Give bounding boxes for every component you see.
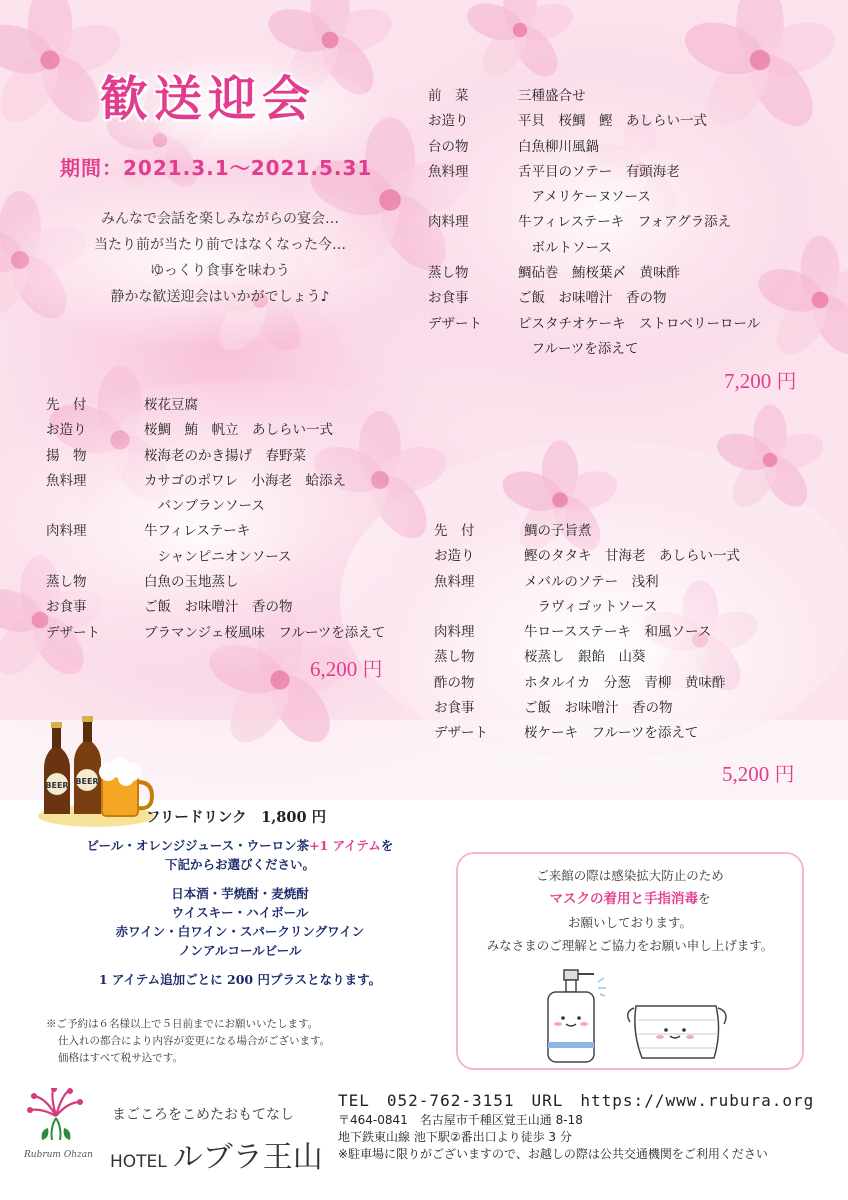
menu-category: お造り [428,113,469,130]
menu-category: お造り [46,422,87,439]
intro-text [40,206,400,310]
menu-row [428,84,760,109]
menu-category: デザート [434,725,488,742]
access-info: 地下鉄東山線 池下駅②番出口より徒歩 3 分 [338,1130,572,1144]
drink-particle: を [380,838,394,853]
drink-extra-charge: 1 アイテム追加ごとに 200 円プラスとなります。 [98,972,382,987]
course-menu-6200 [46,393,385,646]
menu-row [46,393,385,418]
menu-dish: 牛ロースステーキ 和風ソース [524,624,712,641]
menu-row [428,185,760,210]
menu-row [434,595,740,620]
address: 〒464-0841 名古屋市千種区覚王山通 8-18 [338,1113,583,1127]
menu-category: 蒸し物 [46,574,87,591]
menu-dish: シャンピニオンソース [144,548,292,565]
menu-category: 台の物 [428,138,469,155]
drink-base-line [40,836,440,855]
drink-option: 赤ワイン・白ワイン・スパークリングワイン [115,924,365,939]
menu-category: 先 付 [46,397,87,413]
course-menu-7200 [428,84,760,362]
notice-line [458,887,802,911]
menu-row [428,109,760,134]
menu-dish: フルーツを添えて [518,340,639,357]
notice-line: お願いしております。 [567,915,692,930]
menu-dish: ご飯 お味噌汁 香の物 [144,599,293,616]
menu-row [434,519,740,544]
menu-category [46,545,120,570]
menu-category [428,236,504,261]
reservation-notes [46,1016,330,1067]
beer-bottle-icon [74,716,101,814]
menu-category [428,185,504,210]
menu-category: 蒸し物 [434,649,475,666]
course-price-6200 [310,653,383,682]
beer-bottles-illustration [36,716,156,828]
menu-dish: 牛フィレステーキ [144,523,251,540]
notice-particle: を [697,891,711,906]
menu-row [434,721,740,746]
menu-category: 肉料理 [46,523,87,540]
menu-category: 先 付 [434,523,475,539]
menu-row [434,620,740,645]
free-drink-details [40,836,440,989]
beer-mug-icon [99,758,152,816]
menu-row [46,444,385,469]
menu-dish: 鯛の子旨煮 [524,523,592,539]
menu-dish: 桜海老のかき揚げ 春野菜 [144,447,306,464]
menu-row [434,570,740,595]
intro-line: 当たり前が当たり前ではなくなった今… [94,237,346,253]
drink-option: 日本酒・芋焼酎・麦焼酎 [171,886,309,901]
intro-line: ゆっくり食事を味わう [150,263,290,279]
menu-row [434,671,740,696]
drink-base-items: ビール・オレンジジュース・ウーロン茶 [86,838,310,853]
logo-text: Rubrum Ohzan [24,1150,93,1160]
menu-dish: アメリケーヌソース [518,189,651,206]
menu-row [428,286,760,311]
menu-row [428,210,760,235]
menu-category: 肉料理 [428,214,469,231]
notice-highlight: マスクの着用と手指消毒 [549,891,698,907]
intro-line: 静かな歓送迎会はいかがでしょう♪ [110,289,330,305]
menu-dish: メバルのソテー 浅利 [524,573,659,590]
menu-dish: ご飯 お味噌汁 香の物 [524,700,673,717]
course-menu-5200 [434,519,740,747]
menu-dish: 三種盛合せ [518,88,586,104]
menu-row [428,337,760,362]
menu-dish: 桜鯛 鮪 帆立 あしらい一式 [144,422,333,439]
menu-category: 魚料理 [434,573,475,590]
menu-row [46,621,385,646]
menu-row [428,236,760,261]
menu-dish: 牛フィレステーキ フォアグラ添え [518,214,732,231]
menu-row [434,696,740,721]
menu-category: お食事 [434,700,475,717]
note-line: 仕入れの都合により内容が変更になる場合がございます。 [58,1035,331,1047]
drink-option: ウイスキー・ハイボール [171,905,309,920]
menu-category [46,494,120,519]
sanitizer-bottle-icon [548,970,606,1062]
menu-category: 酢の物 [434,674,475,691]
note-line: ※ご予約は６名様以上で５日前までにお願いいたします。 [46,1018,319,1030]
menu-category: 魚料理 [428,163,469,180]
menu-category [428,337,504,362]
beer-bottle-icon [44,722,70,814]
menu-row [46,494,385,519]
yen-unit: 円 [362,659,383,681]
menu-row [434,544,740,569]
intro-line: みんなで会話を楽しみながらの宴会… [101,211,339,227]
notice-line: みなさまのご理解とご協力をお願い申し上げます。 [486,938,774,953]
menu-dish: 白魚柳川風鍋 [518,138,599,155]
menu-row [46,418,385,443]
contact-tel-url: TEL 052-762-3151 URL https://www.rubura.org [338,1091,815,1110]
menu-dish: ピスタチオケーキ ストロベリーロール [518,315,761,332]
menu-category: 魚料理 [46,472,87,489]
menu-dish: カサゴのポワレ 小海老 蛤添え [144,472,346,489]
menu-dish: ホタルイカ 分葱 青柳 黄味酢 [524,674,726,691]
menu-dish: 舌平目のソテー 有頭海老 [518,163,680,180]
note-line: 価格はすべて税サ込です。 [58,1052,183,1064]
menu-dish: ご飯 お味噌汁 香の物 [518,290,667,307]
drink-plus-item: +1 アイテム [309,838,381,853]
menu-dish: ブラマンジェ桜風味 フルーツを添えて [144,624,386,641]
menu-category: お造り [434,548,475,565]
menu-category: デザート [428,315,482,332]
hotel-name [110,1132,323,1176]
menu-category: 揚 物 [46,447,87,464]
course-price-7200 [724,365,797,394]
hotel-tagline: まごころをこめたおもてなし [112,1107,294,1123]
price-value: 6,200 [310,657,358,681]
notice-illustration [538,962,738,1066]
price-value: 5,200 [722,762,770,786]
infection-prevention-notice [456,852,804,1070]
menu-dish: 鯛砧巻 鮪桜葉〆 黄味酢 [518,265,680,282]
menu-category: 前 菜 [428,88,469,104]
menu-category: 蒸し物 [428,265,469,282]
contact-address-block [338,1112,768,1163]
drink-instruction: 下記からお選びください。 [164,857,315,872]
face-mask-icon [628,1006,726,1058]
menu-category: お食事 [46,599,87,616]
hotel-name-main: ルブラ王山 [172,1140,323,1175]
menu-row [46,570,385,595]
yen-unit: 円 [774,764,795,786]
menu-row [46,519,385,544]
drink-option: ノンアルコールビール [178,943,302,958]
menu-dish: バンブランソース [144,498,265,515]
menu-row [428,160,760,185]
menu-row [428,261,760,286]
page-title: 歓送迎会 [100,71,317,127]
hotel-logo-icon [26,1088,86,1150]
free-drink-title: フリードリンク 1,800 円 [146,809,327,826]
menu-dish: ボルトソース [518,239,612,256]
menu-category: 肉料理 [434,624,475,641]
menu-row [428,312,760,337]
menu-dish: 白魚の玉地蒸し [144,574,239,591]
menu-row [46,545,385,570]
event-period: 期間：2021.3.1～2021.5.31 [60,156,373,180]
notice-line: ご来館の際は感染拡大防止のため [536,868,724,883]
course-price-5200 [722,758,795,787]
menu-row [46,595,385,620]
menu-row [434,645,740,670]
menu-dish: 桜花豆腐 [144,397,198,413]
menu-dish: 平貝 桜鯛 鰹 あしらい一式 [518,113,707,130]
menu-dish: 桜蒸し 銀餡 山葵 [524,649,646,666]
menu-dish: ラヴィゴットソース [524,598,658,615]
yen-unit: 円 [776,371,797,393]
menu-category: デザート [46,624,100,641]
menu-category [434,595,506,620]
menu-dish: 桜ケーキ フルーツを添えて [524,725,699,742]
menu-row [428,135,760,160]
hotel-name-prefix: HOTEL [110,1152,167,1172]
menu-category: お食事 [428,290,469,307]
menu-row [46,469,385,494]
menu-dish: 鰹のタタキ 甘海老 あしらい一式 [524,548,740,565]
beer-label-text: BEER [45,781,69,790]
price-value: 7,200 [724,369,772,393]
parking-note: ※駐車場に限りがございますので、お越しの際は公共交通機関をご利用ください [338,1147,768,1161]
beer-label-text: BEER [75,777,99,786]
